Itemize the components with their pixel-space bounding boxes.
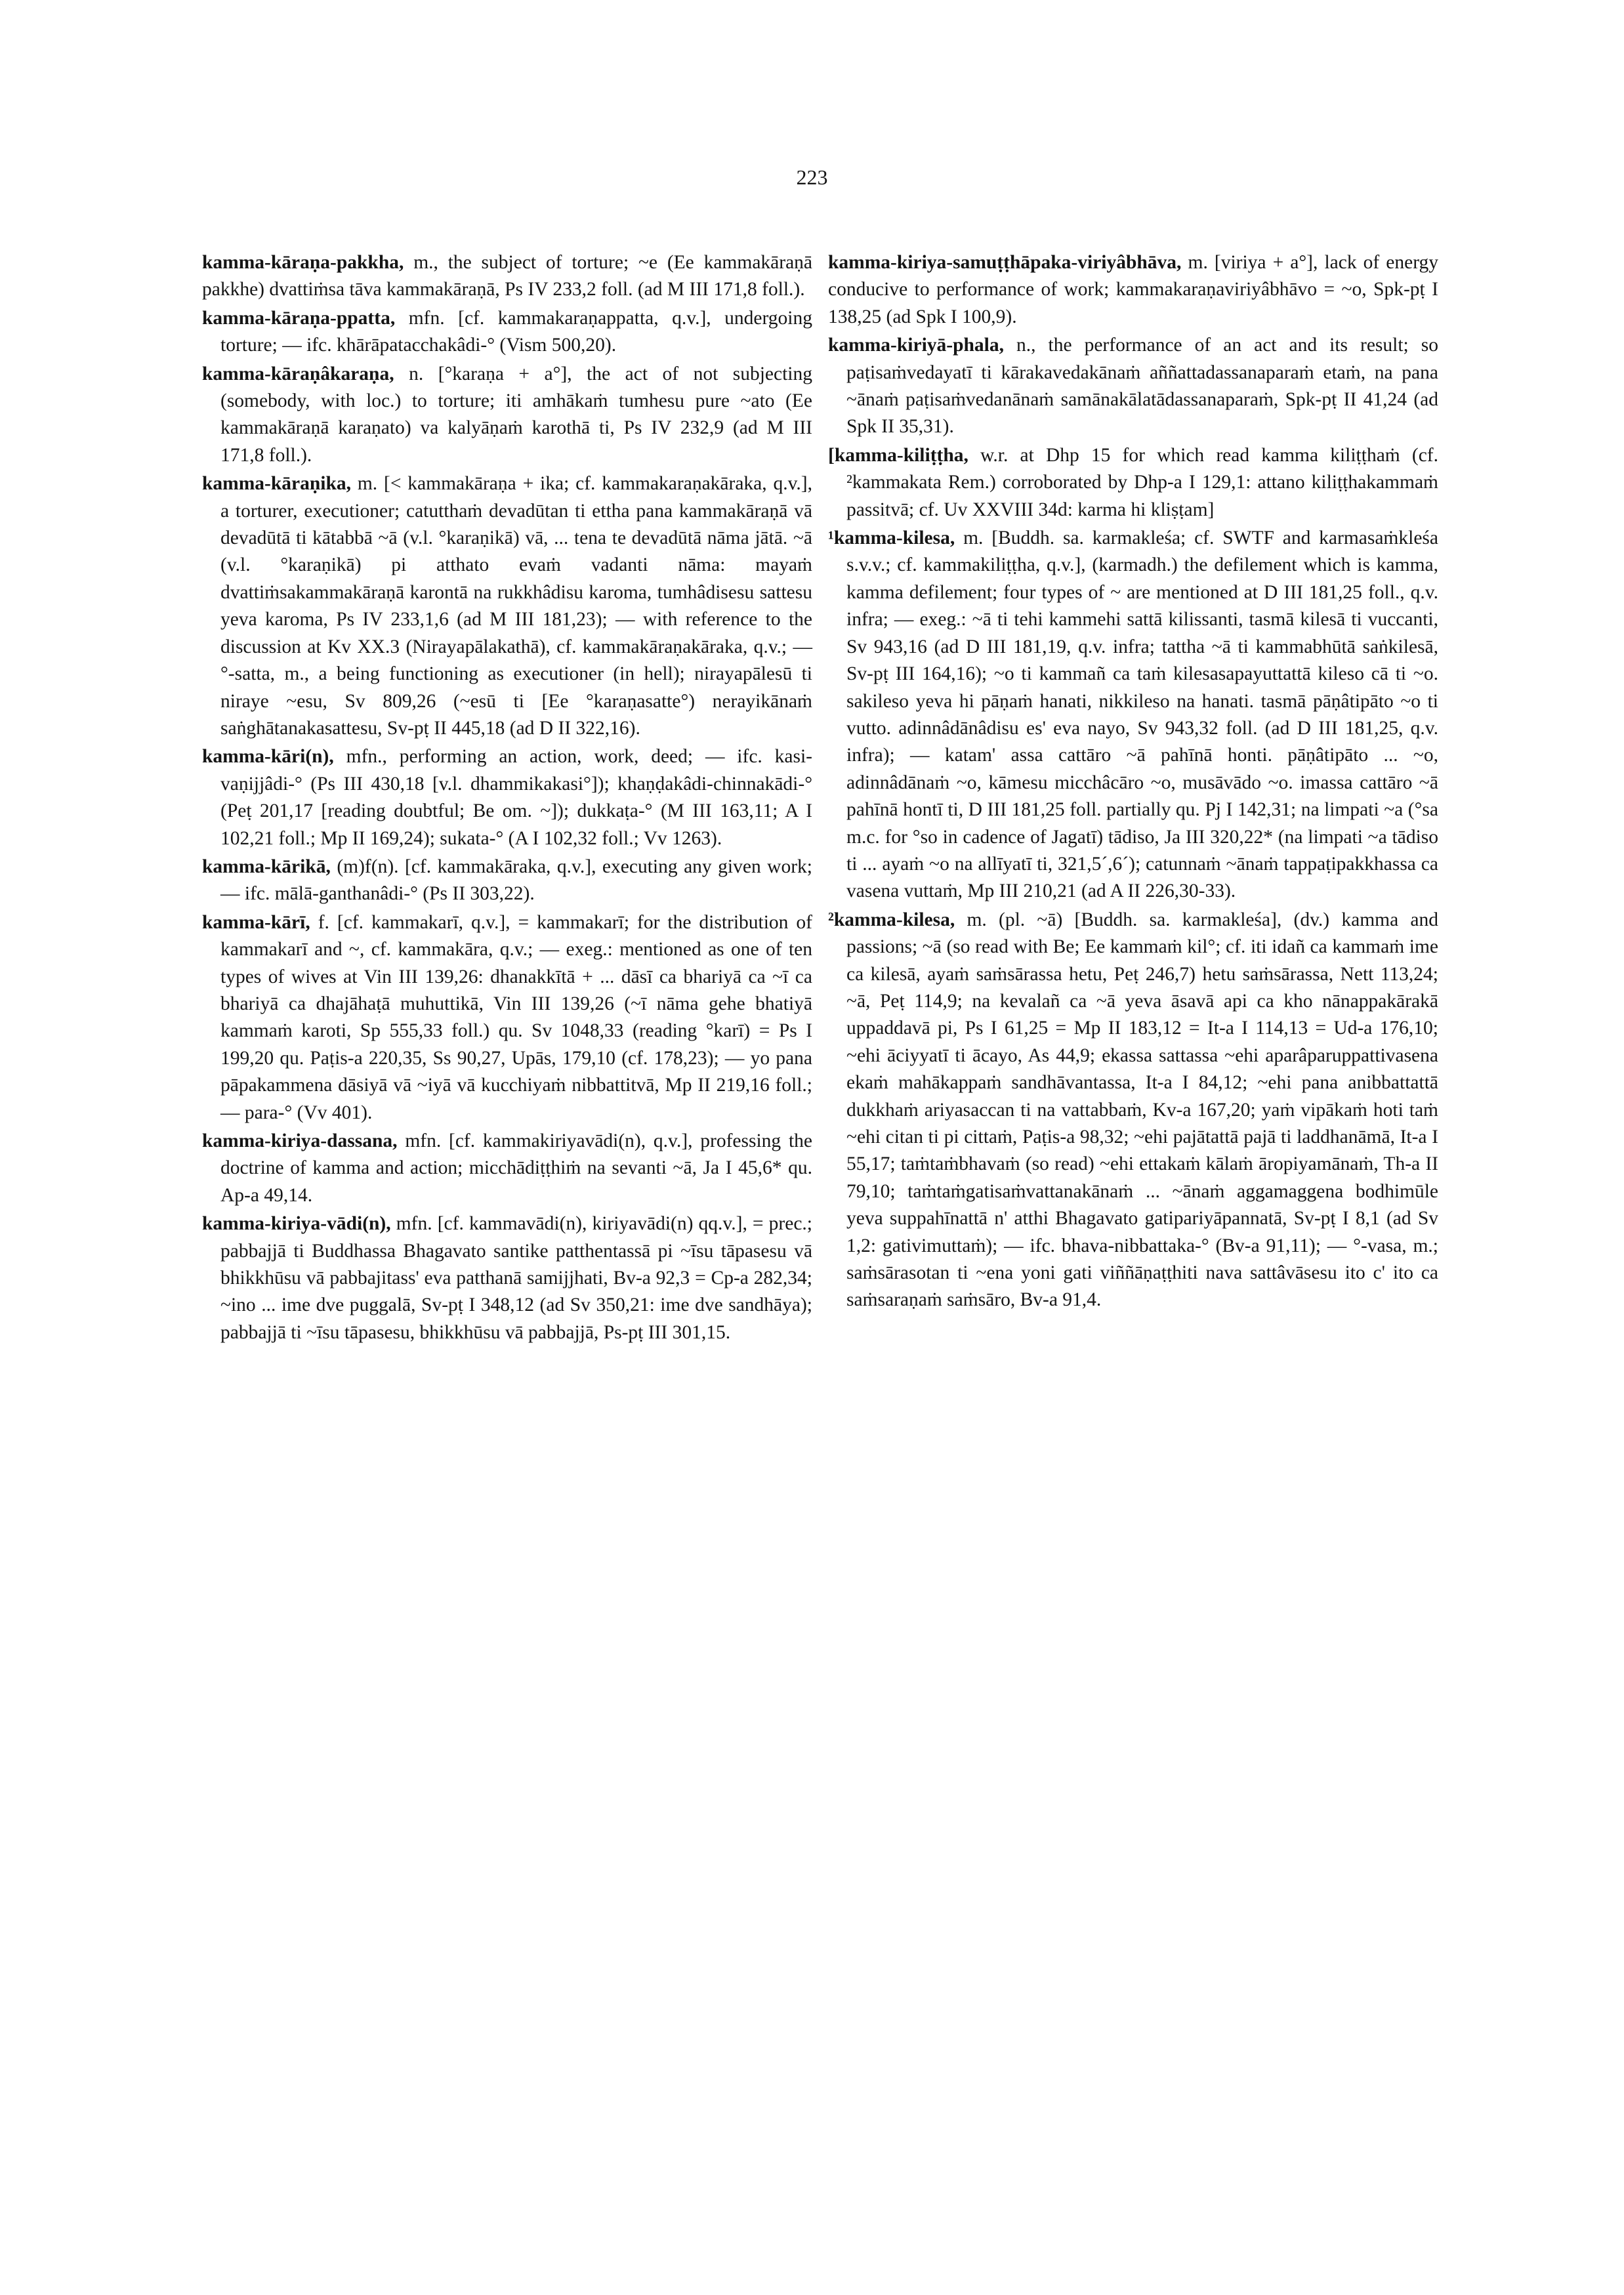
entry-headword: kamma-kiriya-vādi(n), xyxy=(202,1213,391,1235)
entry-text: n. [°karaṇa + a°], the act of not subjecting (somebody, with loc.) to torture; iti amhākaṁ tumhesu pure ~ato (Ee kammakāraṇā karaṇato) va kalyāṇaṁ karothā ti, Ps IV 232,9 (ad M III 171,8 foll.). xyxy=(220,363,813,466)
entry-text: mfn. [cf. kammavādi(n), kiriyavādi(n) qq.v.], = prec.; pabbajjā ti Buddhassa Bhagavato santike patthentassā pi ~īsu tāpasesu vā bhikkhūsu vā pabbajitass' eva patthanā samijjhati, Bv-a 92,3 = Cp-a 282,34; ~ino ... ime dve puggalā, Sv-pṭ I 348,12 (ad Sv 350,21: ime dve sandhāya); pabbajjā ti ~īsu tāpasesu, bhikkhūsu vā pabbajjā, Ps-pṭ III 301,15. xyxy=(220,1213,813,1343)
dictionary-entry xyxy=(202,305,812,360)
entry-headword: kamma-kiriyā-phala, xyxy=(828,335,1004,356)
entry-text: m. [viriya + a°], lack of energy conducive to performance of work; kammakaraṇaviriyâbhāvo = ~o, Spk-pṭ I 138,25 (ad Spk I 100,9). xyxy=(828,252,1439,327)
dictionary-entry xyxy=(202,361,812,470)
dictionary-entry xyxy=(828,249,1438,331)
entry-text: m. (pl. ~ā) [Buddh. sa. karmakleśa], (dv.) kamma and passions; ~ā (so read with Be; Ee kammaṁ kil°; cf. iti idañ ca kammaṁ ime ca kilesā, ayaṁ saṁsārassa hetu, Peṭ 246,7) hetu saṁsārassa, Nett 113,24; ~ā, Peṭ 114,9; na kevalañ ca ~ā yeva āsavā api ca kho nānappakārakā uppaddavā pi, Ps I 61,25 = Mp II 183,12 = It-a I 114,13 = Ud-a 176,10; ~ehi āciyyatī ti ācayo, As 44,9; ekassa sattassa ~ehi aparâparuppattivasena ekaṁ mahākappaṁ sandhāvantassa, It-a I 84,12; ~ehi pana anibbattattā dukkhaṁ ariyasaccan ti na vattabbaṁ, Kv-a 167,20; yaṁ vipākaṁ hoti taṁ ~ehi citan ti pi cittaṁ, Paṭis-a 98,32; ~ehi pajātattā pajā ti laddhanāmā, It-a I 55,17; taṁtaṁbhavaṁ (so read) ~ehi ettakaṁ kālaṁ āropiyamānaṁ, Th-a II 79,10; taṁtaṁgatisaṁvattanakānaṁ ... ~ānaṁ aggamaggena bodhimūle yeva suppahīnattā n' atthi Bhagavato gatipariyāpannatā, Sv-pṭ I 8,1 (ad Sv 1,2: gativimuttaṁ); — ifc. bhava-nibbattaka-° (Bv-a 91,11); — °-vasa, m.; saṁsārasotan ti ~ena yoni gati viññāṇaṭṭhiti nava sattâvāsesu ito c' ito ca saṁsaraṇaṁ saṁsāro, Bv-a 91,4. xyxy=(846,909,1439,1311)
dictionary-entry xyxy=(202,1210,812,1346)
entry-text: mfn. [cf. kammakaraṇappatta, q.v.], undergoing torture; — ifc. khārāpatacchakâdi-° (Vism 500,20). xyxy=(220,307,813,356)
entry-headword: kamma-kāraṇika, xyxy=(202,473,352,495)
entry-text: mfn., performing an action, work, deed; — ifc. kasi-vaṇijjâdi-° (Ps III 430,18 [v.l. dhammikakasi°]); khaṇḍakâdi-chinnakādi-° (Peṭ 201,17 [reading doubtful; Be om. ~]); dukkaṭa-° (M III 163,11; A I 102,21 foll.; Mp II 169,24); sukata-° (A I 102,32 foll.; Vv 1263). xyxy=(220,746,812,849)
entry-headword: ²kamma-kilesa, xyxy=(828,909,955,930)
dictionary-entry xyxy=(202,249,812,304)
entry-text: n., the performance of an act and its result; so paṭisaṁvedayatī ti kārakavedakānaṁ aññattadassanaparaṁ etaṁ, na pana ~ānaṁ paṭisaṁvedanānaṁ samānakālatādassanaparaṁ, Spk-pṭ II 41,24 (ad Spk II 35,31). xyxy=(846,335,1438,438)
entry-headword: kamma-kāraṇâkaraṇa, xyxy=(202,363,394,384)
left-column xyxy=(202,249,812,1348)
entry-text: (m)f(n). [cf. kammakāraka, q.v.], executing any given work; — ifc. mālā-ganthanâdi-° (Ps II 303,22). xyxy=(220,856,812,905)
dictionary-entry xyxy=(828,525,1438,905)
entry-headword: kamma-kārī, xyxy=(202,911,310,933)
dictionary-entry xyxy=(828,332,1438,441)
right-column xyxy=(828,249,1438,1315)
dictionary-entry xyxy=(202,854,812,908)
entry-headword: kamma-kiriya-samuṭṭhāpaka-viriyâbhāva, xyxy=(828,252,1182,273)
dictionary-entry xyxy=(828,907,1438,1314)
dictionary-entry xyxy=(828,442,1438,524)
entry-text: m. [< kammakāraṇa + ika; cf. kammakaraṇakāraka, q.v.], a torturer, executioner; catutthaṁ devadūtan ti ettha pana kammakāraṇā vā devadūtā ti kātabbā ~ā (v.l. °karaṇikā) vā, ... tena te devadūtā nāma jātā. ~ā (v.l. °karaṇikā) pi atthato evaṁ vadanti nāma: mayaṁ dvattiṁsakammakāraṇā karontā na rukkhâdisu karoma, tumhâdisesu sattesu yeva karoma, Ps IV 233,1,6 (ad M III 181,23); — with reference to the discussion at Kv XX.3 (Nirayapālakathā), cf. kammakāraṇakāraka, q.v.; — °-satta, m., a being functioning as executioner (in hell); nirayapālesū ti niraye ~esu, Sv 809,26 (~esū ti [Ee °karaṇasatte°) nerayikānaṁ saṅghātanakasattesu, Sv-pṭ II 445,18 (ad D II 322,16). xyxy=(220,473,813,739)
entry-text: m., the subject of torture; ~e (Ee kammakāraṇā pakkhe) dvattiṁsa tāva kammakāraṇā, Ps IV 233,2 foll. (ad M III 171,8 foll.). xyxy=(202,252,813,300)
entry-headword: kamma-kāraṇa-pakkha, xyxy=(202,252,404,273)
entry-headword: ¹kamma-kilesa, xyxy=(828,527,955,549)
entry-headword: [kamma-kiliṭṭha, xyxy=(828,444,968,466)
entry-text: f. [cf. kammakarī, q.v.], = kammakarī; for the distribution of kammakarī and ~, cf. kammakāra, q.v.; — exeg.: mentioned as one of ten types of wives at Vin III 139,26: dhanakkītā + ... dāsī ca bhariyā ca ~ī ca bhariyā ca dhajāhaṭā muhuttikā, Vin III 139,26 (~ī nāma gehe bhatiyā kammaṁ karoti, Sp 555,33 foll.) qu. Sv 1048,33 (reading °karī) = Ps I 199,20 qu. Paṭis-a 220,35, Ss 90,27, Upās, 179,10 (cf. 178,23); — yo pana pāpakammena dāsiyā vā ~iyā vā kucchiyaṁ nibbattitvā, Mp II 219,16 foll.; — para-° (Vv 401). xyxy=(220,911,812,1123)
entry-headword: kamma-kārikā, xyxy=(202,856,331,877)
entry-headword: kamma-kāri(n), xyxy=(202,746,334,768)
dictionary-entry xyxy=(202,470,812,742)
dictionary-entry xyxy=(202,909,812,1127)
dictionary-entry xyxy=(202,743,812,852)
page-number: 223 xyxy=(796,165,828,189)
entry-headword: kamma-kiriya-dassana, xyxy=(202,1130,398,1151)
dictionary-entry xyxy=(202,1128,812,1209)
entry-text: w.r. at Dhp 15 for which read kamma kiliṭṭhaṁ (cf. ²kammakata Rem.) corroborated by Dhp-a I 129,1: attano kiliṭṭhakammaṁ passitvā; cf. Uv XXVIII 34d: karma hi kliṣṭam] xyxy=(846,444,1438,520)
entry-headword: kamma-kāraṇa-ppatta, xyxy=(202,307,396,329)
entry-text: mfn. [cf. kammakiriyavādi(n), q.v.], professing the doctrine of kamma and action; micchādiṭṭhiṁ na sevanti ~ā, Ja I 45,6* qu. Ap-a 49,14. xyxy=(220,1130,813,1206)
entry-text: m. [Buddh. sa. karmakleśa; cf. SWTF and karmasaṁkleśa s.v.v.; cf. kammakiliṭṭha, q.v.], (karmadh.) the defilement which is kamma, kamma defilement; four types of ~ are mentioned at D III 181,25 foll., q.v. infra; — exeg.: ~ā ti tehi kammehi sattā kilissanti, tasmā kilesā ti vuccanti, Sv 943,16 (ad D III 181,19, q.v. infra; tattha ~ā ti kammabhūtā saṅkilesā, Sv-pṭ III 164,16); ~o ti kammañ ca taṁ kilesasapayuttattā kileso cā ti ~o. sakileso yeva hi pāṇaṁ hanati, nikkileso na hanati. tasmā pāṇâtipāto ~o ti vutto. adinnâdānâdisu es' eva nayo, Sv 943,32 foll. (ad D III 181,25, q.v. infra); — katam' assa cattāro ~ā pahīnā honti. pāṇâtipāto ... ~o, adinnâdānaṁ ~o, kāmesu micchâcāro ~o, musāvādo ~o. imassa cattāro ~ā pahīnā hontī ti, D III 181,25 foll. partially qu. Pj I 142,31; na limpati ~a (°sa m.c. for °so in cadence of Jagatī) tādiso, Ja III 320,22* (na limpati ~a tādiso ti ... ayaṁ ~o na allīyatī ti, 321,5´,6´); catunnaṁ ~ānaṁ tappaṭipakkhassa ca vasena vuttaṁ, Mp III 210,21 (ad A II 226,30-33). xyxy=(846,527,1438,902)
